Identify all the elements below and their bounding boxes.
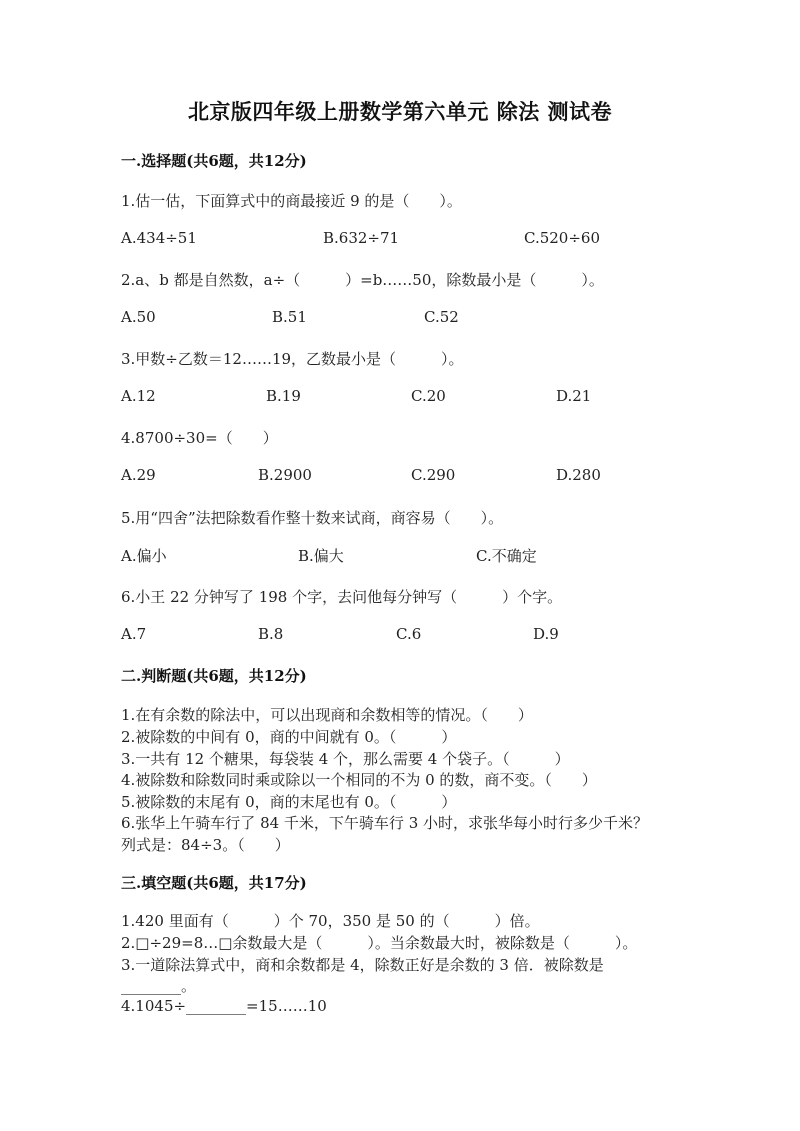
q3-option-b: B.19 bbox=[266, 387, 301, 405]
q4-option-c: C.290 bbox=[411, 466, 456, 484]
q2-option-a: A.50 bbox=[121, 308, 156, 326]
q1-option-b: B.632÷71 bbox=[323, 229, 400, 247]
question-5: 5.用“四舍”法把除数看作整十数来试商，商容易（ ）。 bbox=[121, 509, 504, 527]
question-1: 1.估一估，下面算式中的商最接近 9 的是（ ）。 bbox=[121, 192, 462, 210]
q5-option-b: B.偏大 bbox=[298, 547, 344, 565]
question-4: 4.8700÷30=（ ） bbox=[121, 429, 278, 447]
judge-line-2: 2.被除数的中间有 0，商的中间就有 0。（ ） bbox=[121, 728, 457, 746]
question-6: 6.小王 22 分钟写了 198 个字，去问他每分钟写（ ）个字。 bbox=[121, 588, 563, 606]
question-3: 3.甲数÷乙数＝12……19，乙数最小是（ ）。 bbox=[121, 350, 464, 368]
q6-option-b: B.8 bbox=[258, 625, 284, 643]
q3-option-a: A.12 bbox=[121, 387, 156, 405]
fill-line-4: 4.1045÷________=15……10 bbox=[121, 997, 327, 1015]
q6-option-c: C.6 bbox=[396, 625, 422, 643]
judge-line-3: 3.一共有 12 个糖果，每袋装 4 个，那么需要 4 个袋子。（ ） bbox=[121, 750, 570, 768]
section-heading-choice: 一.选择题(共6题，共12分) bbox=[121, 152, 307, 170]
judge-line-1: 1.在有余数的除法中，可以出现商和余数相等的情况。（ ） bbox=[121, 706, 533, 724]
fill-line-3-cont: ________。 bbox=[121, 977, 197, 995]
q4-option-d: D.280 bbox=[556, 466, 601, 484]
fill-line-1: 1.420 里面有（ ）个 70，350 是 50 的（ ）倍。 bbox=[121, 912, 540, 930]
section-heading-judgement: 二.判断题(共6题，共12分) bbox=[121, 667, 307, 685]
judge-line-4: 4.被除数和除数同时乘或除以一个相同的不为 0 的数，商不变。（ ） bbox=[121, 771, 597, 789]
q4-option-a: A.29 bbox=[121, 466, 156, 484]
q2-option-b: B.51 bbox=[272, 308, 307, 326]
q1-option-c: C.520÷60 bbox=[524, 229, 600, 247]
fill-line-3: 3.一道除法算式中，商和余数都是 4，除数正好是余数的 3 倍．被除数是 bbox=[121, 956, 604, 974]
judge-line-6-cont: 列式是：84÷3。（ ） bbox=[121, 836, 290, 854]
q2-option-c: C.52 bbox=[424, 308, 459, 326]
fill-line-2: 2.□÷29=8…□余数最大是（ ）。当余数最大时，被除数是（ ）。 bbox=[121, 934, 638, 952]
q6-option-d: D.9 bbox=[533, 625, 559, 643]
q5-option-a: A.偏小 bbox=[121, 547, 167, 565]
q4-option-b: B.2900 bbox=[258, 466, 312, 484]
q3-option-c: C.20 bbox=[411, 387, 446, 405]
q5-option-c: C.不确定 bbox=[476, 547, 537, 565]
section-heading-fill: 三.填空题(共6题，共17分) bbox=[121, 874, 307, 892]
q6-option-a: A.7 bbox=[121, 625, 147, 643]
q1-option-a: A.434÷51 bbox=[121, 229, 197, 247]
judge-line-5: 5.被除数的末尾有 0，商的末尾也有 0。（ ） bbox=[121, 793, 457, 811]
q3-option-d: D.21 bbox=[556, 387, 592, 405]
question-2: 2.a、b 都是自然数，a÷（ ）=b……50，除数最小是（ ）。 bbox=[121, 271, 604, 289]
judge-line-6: 6.张华上午骑车行了 84 千米，下午骑车行 3 小时，求张华每小时行多少千米？ bbox=[121, 814, 649, 832]
page-title: 北京版四年级上册数学第六单元 除法 测试卷 bbox=[187, 99, 613, 124]
